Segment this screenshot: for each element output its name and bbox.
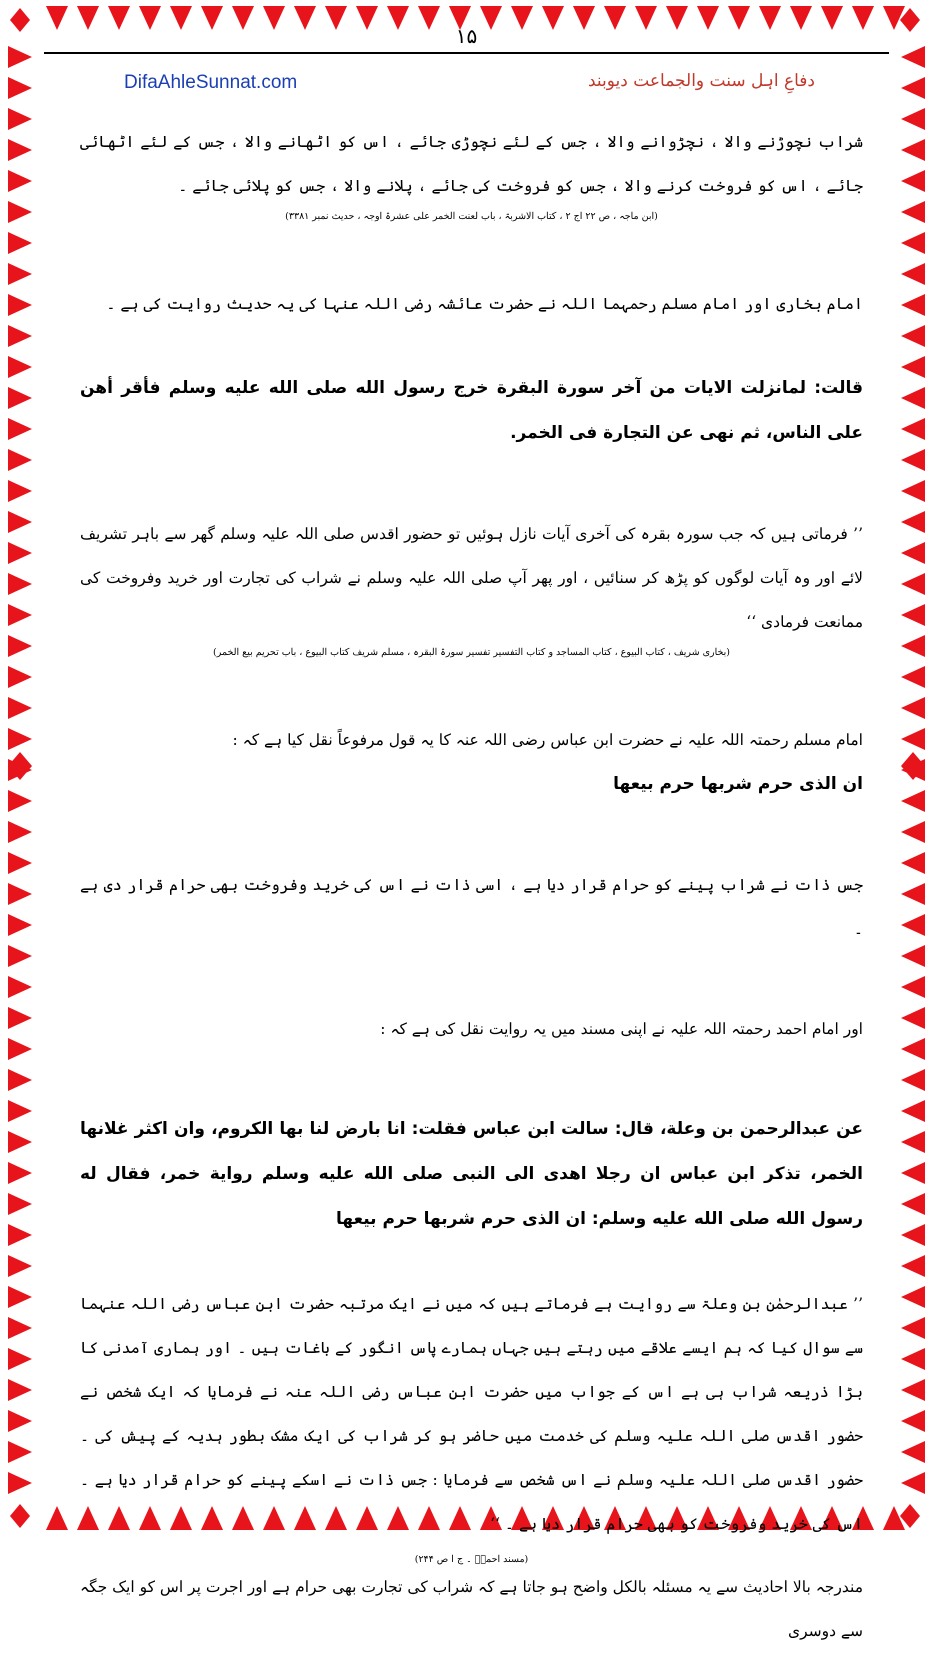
border-triangle	[8, 108, 32, 130]
citation-reference: (مسند احمدؒ ۔ ج ا ص ۲۴۴)	[414, 1554, 529, 1565]
urdu-paragraph: امام مسلم رحمتہ اللہ علیہ نے حضرت ابن عباس رضی اللہ عنہ کا یہ قول مرفوعاً نقل کیا ہے کہ :	[232, 731, 863, 749]
site-title: دفاعِ اہل سنت والجماعت دیوبند	[587, 71, 815, 91]
border-triangle	[901, 1007, 925, 1029]
border-triangle	[901, 976, 925, 998]
border-triangle	[901, 914, 925, 936]
header-divider	[44, 52, 889, 54]
border-triangle	[8, 170, 32, 192]
border-triangle	[8, 201, 32, 223]
border-triangle	[8, 635, 32, 657]
border-triangle	[901, 1100, 925, 1122]
urdu-paragraph: جس ذات نے شراب پینے کو حرام قرار دیا ہے ، اسی ذات نے اس کی خرید وفروخت بھی حرام قرار دی ہے ۔	[80, 876, 863, 938]
border-triangle	[901, 945, 925, 967]
border-triangle	[901, 139, 925, 161]
border-triangle	[8, 1286, 32, 1308]
border-triangle	[8, 1038, 32, 1060]
border-triangle	[901, 325, 925, 347]
citation-reference: (ابن ماجہ ، ص ۲۲ اج ۲ ، کتاب الاشربۃ ، باب لعنت الخمر علی عشرۃ اوجہ ، حدیث نمبر ۳۳۸۱)	[285, 211, 658, 222]
border-triangle	[8, 387, 32, 409]
border-triangle	[8, 294, 32, 316]
border-triangle	[8, 1193, 32, 1215]
border-triangle	[8, 821, 32, 843]
urdu-paragraph: شراب نچوڑنے والا ، نچڑوانے والا ، جس کے لئے نچوڑی جائے ، اس کو اٹھانے والا ، جس کے لئے اٹھائی جائے ، اس کو فروخت کرنے والا ، جس کو فروخت کی جائے ، پلانے والا ، جس کو پلائی جائے ۔	[80, 133, 863, 195]
border-triangle	[901, 604, 925, 626]
border-triangle	[901, 1038, 925, 1060]
border-triangle	[8, 1472, 32, 1494]
border-triangle	[901, 573, 925, 595]
border-triangle	[901, 821, 925, 843]
border-triangle	[8, 1069, 32, 1091]
border-triangle	[8, 139, 32, 161]
border-triangle	[901, 1131, 925, 1153]
border-triangle	[8, 573, 32, 595]
border-triangle	[901, 883, 925, 905]
border-triangle	[8, 542, 32, 564]
border-triangle	[901, 1410, 925, 1432]
border-triangle	[901, 666, 925, 688]
border-triangle	[8, 728, 32, 750]
border-triangle	[8, 263, 32, 285]
border-triangle	[901, 1224, 925, 1246]
border-triangle	[901, 201, 925, 223]
border-triangle	[901, 108, 925, 130]
border-triangle	[901, 46, 925, 68]
site-url-link[interactable]: DifaAhleSunnat.com	[124, 72, 298, 93]
border-triangle	[8, 1348, 32, 1370]
border-triangle	[8, 1224, 32, 1246]
border-triangle	[901, 852, 925, 874]
border-triangle	[8, 46, 32, 68]
border-triangle	[901, 1379, 925, 1401]
border-triangle	[8, 883, 32, 905]
urdu-paragraph: امام بخاری اور امام مسلم رحمہما اللہ نے حضرت عائشہ رضی اللہ عنہا کی یہ حدیث روایت کی ہے ۔	[106, 295, 863, 313]
border-triangle	[901, 1286, 925, 1308]
border-triangle	[8, 914, 32, 936]
border-triangle	[901, 1255, 925, 1277]
border-triangle	[901, 232, 925, 254]
border-triangle	[8, 852, 32, 874]
border-triangle	[8, 325, 32, 347]
border-triangle	[901, 1317, 925, 1339]
border-triangle	[901, 294, 925, 316]
border-triangle	[8, 666, 32, 688]
border-triangle	[8, 976, 32, 998]
arabic-hadith-text: ان الذى حرم شربها حرم بيعها	[613, 774, 863, 794]
border-triangle	[8, 945, 32, 967]
border-triangle	[901, 1162, 925, 1184]
border-triangle	[901, 418, 925, 440]
page-number: ۱۵	[455, 24, 478, 48]
border-triangle	[901, 1193, 925, 1215]
border-triangle	[8, 1162, 32, 1184]
border-triangle	[8, 356, 32, 378]
border-triangle	[8, 790, 32, 812]
border-triangle	[901, 77, 925, 99]
border-triangle	[901, 263, 925, 285]
urdu-paragraph: اور امام احمد رحمتہ اللہ علیہ نے اپنی مسند میں یہ روایت نقل کی ہے کہ :	[380, 1020, 863, 1038]
urdu-translation: ’’ فرماتی ہیں کہ جب سورہ بقرہ کی آخری آیات نازل ہوئیں تو حضور اقدس صلی اللہ علیہ وسلم گھر سے باہر تشریف لائے اور وہ آیات لوگوں کو پڑھ کر سنائیں ، اور پھر آپ صلی اللہ علیہ وسلم نے شراب کی تجارت اور خرید وفروخت کی ممانعت فرمادی ‘‘	[80, 525, 863, 631]
border-triangle	[46, 1506, 68, 1530]
border-triangle	[901, 542, 925, 564]
arabic-hadith-text: عن عبدالرحمن بن وعلة، قال: سالت ابن عباس فقلت: انا بارض لنا بها الكروم، وان اكثر غلانها الخمر، تذكر ابن عباس ان رجلا اهدى الى النبى صلى الله عليه وسلم رواية خمر، فقال له رسول الله صلى الله عليه وسلم: ان الذى حرم شربها حرم بيعها	[80, 1119, 863, 1229]
border-triangle	[901, 1069, 925, 1091]
urdu-paragraph: مندرجہ بالا احادیث سے یہ مسئلہ بالکل واضح ہو جاتا ہے کہ شراب کی تجارت بھی حرام ہے اور اجرت پر اس کو ایک جگہ سے دوسری	[80, 1578, 863, 1640]
border-triangle	[8, 77, 32, 99]
decorative-border-left	[0, 0, 40, 1536]
border-triangle	[901, 1472, 925, 1494]
border-triangle	[8, 697, 32, 719]
decorative-border-right	[893, 0, 933, 1536]
border-triangle	[8, 480, 32, 502]
border-triangle	[8, 1007, 32, 1029]
border-triangle	[8, 1441, 32, 1463]
border-triangle	[901, 170, 925, 192]
citation-reference: (بخاری شریف ، کتاب البیوع ، کتاب المساجد و کتاب التفسیر تفسیر سورۃ البقرہ ، مسلم شریف کتاب البیوع ، باب تحریم بیع الخمر)	[213, 647, 730, 658]
page-content	[80, 120, 863, 1653]
border-triangle	[8, 418, 32, 440]
border-triangle	[8, 1131, 32, 1153]
border-triangle	[8, 1255, 32, 1277]
border-triangle	[901, 1441, 925, 1463]
border-triangle	[901, 511, 925, 533]
border-triangle	[8, 604, 32, 626]
border-triangle	[901, 480, 925, 502]
border-triangle	[8, 1100, 32, 1122]
arabic-hadith-text: قالت: لمانزلت الايات من آخر سورة البقرة خرج رسول الله صلى الله عليه وسلم فأقر أهن على الناس، ثم نهى عن التجارة فى الخمر.	[80, 378, 863, 443]
border-triangle	[8, 511, 32, 533]
border-triangle	[8, 1317, 32, 1339]
border-triangle	[8, 1379, 32, 1401]
border-triangle	[901, 635, 925, 657]
border-triangle	[901, 790, 925, 812]
border-triangle	[8, 232, 32, 254]
border-triangle	[8, 449, 32, 471]
border-triangle	[901, 356, 925, 378]
border-triangle	[901, 449, 925, 471]
border-triangle	[901, 387, 925, 409]
border-triangle	[901, 728, 925, 750]
border-triangle	[901, 697, 925, 719]
urdu-translation: ’’ عبدالرحمٰن بن وعلۃ سے روایت ہے فرماتے ہیں کہ میں نے ایک مرتبہ حضرت ابن عباس رضی اللہ عنہما سے سوال کیا کہ ہم ایسے علاقے میں رہتے ہیں جہاں ہمارے پاس انگور کے باغات ہیں ۔ اور ہماری آمدنی کا بڑا ذریعہ شراب ہی ہے اس کے جواب میں حضرت ابن عباس رضی اللہ عنہ نے فرمایا کہ ایک شخص نے حضور اقدس صلی اللہ علیہ وسلم کی خدمت میں حاضر ہو کر شراب کی ایک مشک بطور ہدیہ کے پیش کی ۔ حضور اقدس صلی اللہ علیہ وسلم نے اس شخص سے فرمایا : جس ذات نے اسکے پینے کو حرام قرار دیا ہے ۔ اس کی خرید وفروخت کو بھی حرام قرار دیا ہے ۔ ‘‘	[80, 1295, 863, 1533]
border-triangle	[8, 1410, 32, 1432]
border-triangle	[901, 1348, 925, 1370]
